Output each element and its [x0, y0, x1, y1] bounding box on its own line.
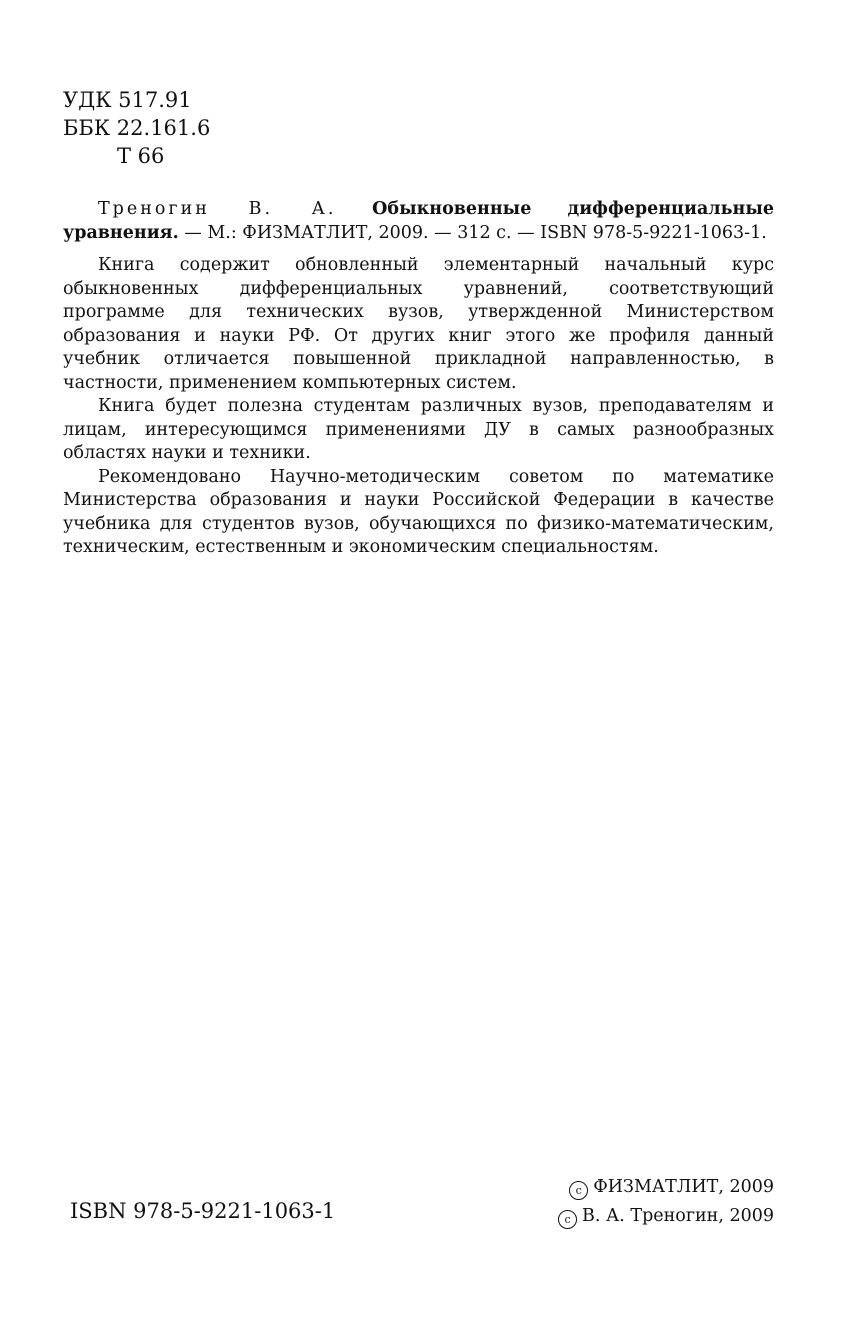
copyright-author: В. А. Треногин, 2009 [582, 1206, 774, 1226]
bibliographic-citation [63, 198, 774, 245]
citation-title: Обыкновенные дифференциальные уравнения. [63, 199, 774, 243]
annotation-paragraph: Книга содержит обновленный элементарный начальный курс обыкновенных дифференциальных уравнений, соответствующий программе для технических вузов, утвержденной Министерством образования и науки РФ. От других книг этого же профиля данный учебник отличается повышенной прикладной направленностью, в частности, применением компьютерных систем. [63, 255, 774, 393]
bbk-code: ББК 22.161.6 [63, 116, 211, 140]
copyright-author-line [558, 1202, 774, 1231]
annotation-paragraph: Рекомендовано Научно-методическим советом по математике Министерства образования и науки Российской Федерации в качестве учебника для студентов вузов, обучающихся по физико-математическим, техническим, естественным и экономическим специальностям. [63, 466, 774, 557]
classification-codes [63, 86, 210, 170]
copyright-publisher-line [558, 1173, 774, 1202]
udk-code: УДК 517.91 [63, 88, 192, 112]
copyright-icon: c [569, 1181, 588, 1200]
citation-dash: — [178, 222, 202, 243]
imprint-content [63, 198, 774, 560]
annotation-paragraph: Книга будет полезна студентам различных вузов, преподавателям и лицам, интересующимся применениями ДУ в самых разнообразных областях науки и техники. [63, 396, 774, 463]
citation-author: Треногин В. А. [98, 199, 337, 219]
copyright-publisher: ФИЗМАТЛИТ, 2009 [593, 1177, 774, 1197]
citation-publication: М.: ФИЗМАТЛИТ, 2009. — 312 с. — ISBN 978-5-9221-1063-1. [207, 222, 767, 243]
author-mark: Т 66 [117, 144, 165, 168]
copyright-block [558, 1173, 774, 1231]
copyright-icon: c [558, 1210, 577, 1229]
isbn-number: ISBN 978-5-9221-1063-1 [70, 1199, 336, 1223]
